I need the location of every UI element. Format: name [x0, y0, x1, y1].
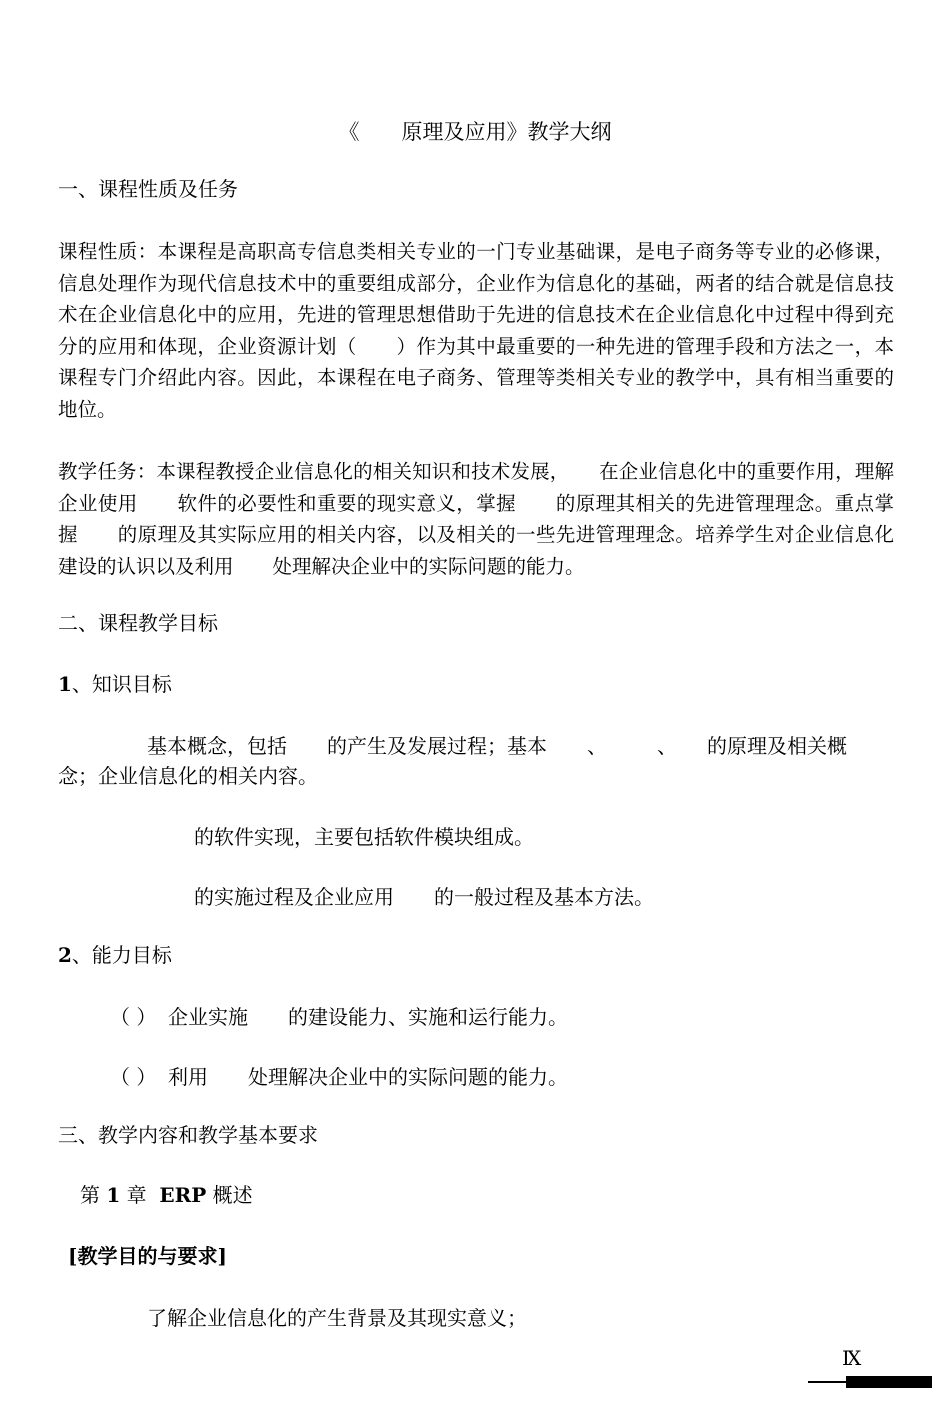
ability-goals-label: 、能力目标 — [71, 943, 172, 967]
objective-item-1: 了解企业信息化的产生背景及其现实意义； — [147, 1306, 527, 1330]
knowledge-item-1-line-2: 念；企业信息化的相关内容。 — [58, 764, 318, 788]
footer-rule-thick — [846, 1376, 932, 1388]
knowledge-item-2: 的软件实现，主要包括软件模块组成。 — [194, 825, 534, 849]
section-heading-course-nature: 一、课程性质及任务 — [58, 177, 238, 201]
knowledge-goals-number: 1 — [58, 672, 72, 696]
chapter-erp: ERP — [159, 1183, 207, 1207]
knowledge-goals-label: 、知识目标 — [71, 672, 172, 696]
subheading-knowledge-goals — [58, 671, 172, 697]
section-heading-teaching-content: 三、教学内容和教学基本要求 — [58, 1123, 318, 1147]
ability-item-1-marker: （ ） — [110, 1005, 157, 1029]
ability-item-1-text: 企业实施 的建设能力、实施和运行能力。 — [168, 1005, 568, 1029]
chapter-prefix: 第 — [80, 1183, 107, 1207]
ability-goals-number: 2 — [58, 943, 72, 967]
ability-item-2-text: 利用 处理解决企业中的实际问题的能力。 — [168, 1065, 568, 1089]
chapter-mid: 章 — [120, 1183, 160, 1207]
subheading-ability-goals — [58, 942, 172, 968]
chapter-1-heading — [80, 1182, 253, 1208]
teaching-task-paragraph: 教学任务：本课程教授企业信息化的相关知识和技术发展， 在企业信息化中的重要作用，理解企业使用 软件的必要性和重要的现实意义，掌握 的原理其相关的先进管理理念。重点掌握 的原理及其实际应用的相关内容，以及相关的一些先进管理理念。培养学生对企业信息化建设的认识以及利用 处理解决企业中的实际问题的能力。 — [58, 460, 894, 578]
page-number: Ⅸ — [842, 1346, 862, 1370]
knowledge-item-1-line-1: 基本概念，包括 的产生及发展过程；基本 、 、 的原理及相关概 — [147, 734, 847, 758]
document-title: 《 原理及应用》教学大纲 — [338, 120, 612, 144]
chapter-number: 1 — [106, 1183, 121, 1207]
objectives-heading: [教学目的与要求] — [68, 1244, 227, 1268]
section-heading-teaching-goals: 二、课程教学目标 — [58, 611, 218, 635]
course-nature-paragraph: 课程性质：本课程是高职高专信息类相关专业的一门专业基础课，是电子商务等专业的必修课，信息处理作为现代信息技术中的重要组成部分，企业作为信息化的基础，两者的结合就是信息技术在企业信息化中的应用，先进的管理思想借助于先进的信息技术在企业信息化中过程中得到充分的应用和体现，企业资源计划（ ）作为其中最重要的一种先进的管理手段和方法之一，本课程专门介绍此内容。因此，本课程在电子商务、管理等类相关专业的教学中，具有相当重要的地位。 — [58, 240, 894, 421]
chapter-suffix: 概述 — [206, 1183, 253, 1207]
ability-item-2-marker: （ ） — [110, 1065, 157, 1089]
knowledge-item-3: 的实施过程及企业应用 的一般过程及基本方法。 — [194, 885, 654, 909]
